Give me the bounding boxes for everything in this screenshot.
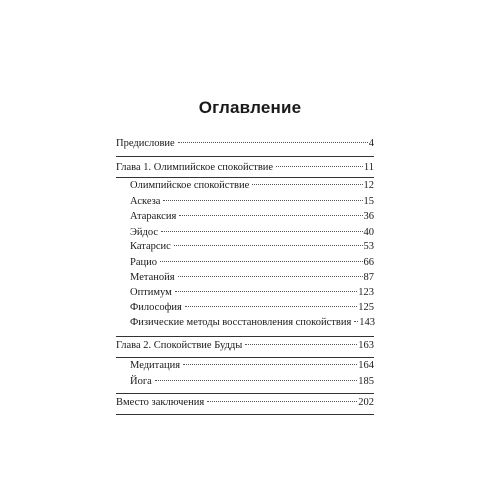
toc-entry-page: 40: [363, 227, 374, 238]
dot-leader: [183, 364, 357, 365]
dot-leader: [163, 200, 362, 201]
dot-leader: [160, 261, 363, 262]
dot-leader: [185, 306, 357, 307]
toc-entry: [130, 375, 374, 389]
toc-entry-label: Атараксия: [130, 211, 177, 222]
toc-entry: [130, 301, 374, 315]
dot-leader: [354, 321, 358, 322]
toc-entry: [130, 179, 374, 193]
dot-leader: [245, 344, 357, 345]
toc-entry-label: Медитация: [130, 360, 181, 371]
dot-leader: [178, 142, 368, 143]
toc-entry-page: 87: [363, 272, 374, 283]
dot-leader: [207, 401, 357, 402]
toc-entry-label: Глава 1. Олимпийское спокойствие: [116, 162, 274, 173]
toc-entry-label: Физические методы восстановления спокойствия: [130, 317, 352, 328]
toc-entry-label: Метанойя: [130, 272, 175, 283]
toc-entry-label: Эйдос: [130, 227, 159, 238]
toc-entry-page: 12: [363, 180, 374, 191]
toc-entry-page: 36: [363, 211, 374, 222]
toc-entry: [130, 316, 374, 330]
section-divider: [116, 393, 374, 394]
toc-entry-label: Предисловие: [116, 138, 175, 149]
toc-entry: [130, 359, 374, 373]
toc-entry: [130, 195, 374, 209]
toc-entry: [130, 286, 374, 300]
toc-entry: [130, 240, 374, 254]
toc-entry-page: 202: [358, 397, 374, 408]
toc-entry: [130, 256, 374, 270]
toc-entry-page: 163: [358, 340, 374, 351]
toc-entry-label: Рацио: [130, 257, 157, 268]
toc-entry-page: 125: [358, 302, 374, 313]
section-divider: [116, 177, 374, 178]
toc-entry: [116, 137, 374, 151]
toc-entry-page: 143: [359, 317, 376, 328]
toc-entry-page: 164: [358, 360, 374, 371]
toc-chapter: [116, 339, 374, 353]
dot-leader: [174, 245, 363, 246]
table-of-contents: [116, 0, 374, 500]
section-divider: [116, 336, 374, 337]
toc-entry-label: Глава 2. Спокойствие Будды: [116, 340, 243, 351]
toc-entry-page: 66: [363, 257, 374, 268]
dot-leader: [175, 291, 357, 292]
toc-entry-label: Йога: [130, 376, 152, 387]
toc-entry-label: Олимпийское спокойствие: [130, 180, 250, 191]
toc-entry-page: 15: [363, 196, 374, 207]
toc-entry-page: 123: [358, 287, 374, 298]
toc-entry: [116, 396, 374, 410]
dot-leader: [276, 166, 363, 167]
dot-leader: [155, 380, 357, 381]
toc-entry: [130, 226, 374, 240]
section-divider: [116, 156, 374, 157]
toc-chapter: [116, 161, 374, 175]
section-divider: [116, 414, 374, 415]
toc-entry: [130, 271, 374, 285]
dot-leader: [161, 231, 362, 232]
toc-entry-label: Философия: [130, 302, 182, 313]
toc-entry-page: 185: [358, 376, 374, 387]
dot-leader: [179, 215, 362, 216]
dot-leader: [178, 276, 363, 277]
toc-entry-page: 11: [363, 162, 374, 173]
toc-entry-label: Оптимум: [130, 287, 172, 298]
toc-entry-label: Вместо заключения: [116, 397, 205, 408]
toc-entry-label: Катарсис: [130, 241, 171, 252]
page-title: Оглавление: [198, 98, 302, 117]
dot-leader: [252, 184, 362, 185]
toc-entry: [130, 210, 374, 224]
toc-entry-page: 53: [363, 241, 374, 252]
toc-entry-label: Аскеза: [130, 196, 161, 207]
section-divider: [116, 357, 374, 358]
toc-entry-page: 4: [368, 138, 374, 149]
